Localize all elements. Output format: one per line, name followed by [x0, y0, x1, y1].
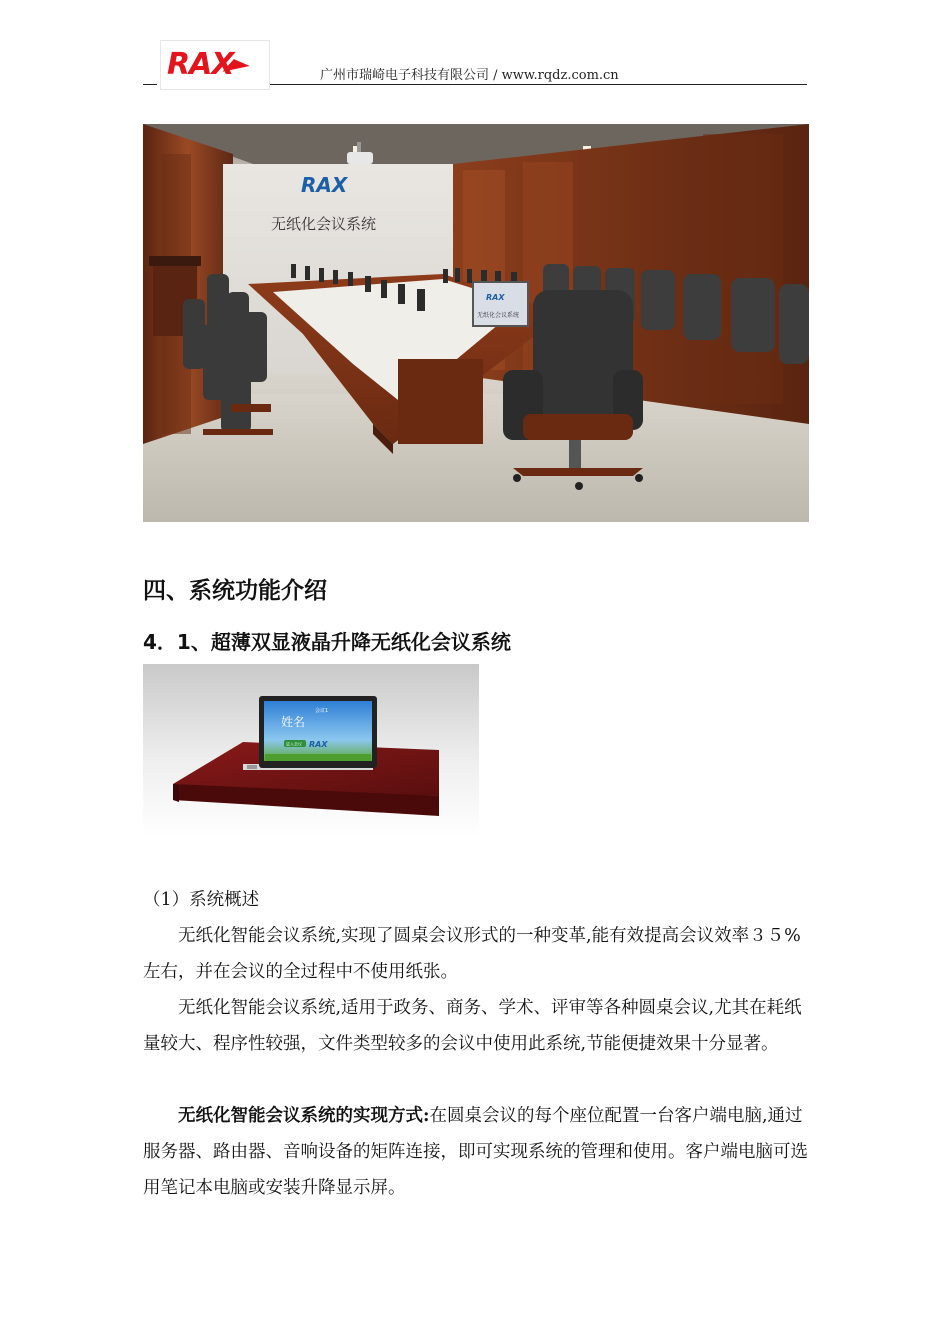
- screen-button-text: 进入会议: [286, 741, 302, 747]
- header-company-text: 广州市瑞崎电子科技有限公司 / www.rqdz.com.cn: [320, 68, 619, 83]
- section-title: 四、系统功能介绍: [143, 578, 327, 604]
- wall-logo: RAX: [301, 173, 348, 197]
- lift-monitor-photo: [143, 664, 479, 836]
- overview-label: （1）系统概述: [143, 890, 260, 910]
- company-logo: [160, 40, 270, 90]
- screen-logo: RAX: [486, 293, 505, 302]
- paragraph-3-lead: 无纸化智能会议系统的实现方式:: [178, 1106, 430, 1126]
- wall-caption: 无纸化会议系统: [271, 215, 377, 233]
- paragraph-2: 无纸化智能会议系统,适用于政务、商务、学术、评审等各种圆桌会议,尤其在耗纸量较大、程序性较强，文件类型较多的会议中使用此系统,节能便捷效果十分显著。: [143, 998, 802, 1054]
- header-rule-left: [143, 84, 157, 85]
- section-subtitle: 4．1、超薄双显液晶升降无纸化会议系统: [143, 630, 511, 654]
- logo-text: RAX: [167, 47, 234, 82]
- paragraph-3-rest: 在圆桌会议的每个座位配置一台客户端电脑,通过服务器、路由器、音响设备的矩阵连接，即可实现系统的管理和使用。客户端电脑可选用笔记本电脑或安装升降显示屏。: [143, 1106, 808, 1198]
- conference-room-photo: [143, 124, 809, 522]
- header-rule-right: [270, 84, 807, 85]
- paragraph-3: [143, 1098, 808, 1206]
- screen-caption: 无纸化会议系统: [477, 312, 520, 319]
- paragraph-1: 无纸化智能会议系统,实现了圆桌会议形式的一种变革,能有效提高会议效率３５%左右，并在会议的全过程中不使用纸张。: [143, 926, 801, 982]
- screen-name-text: 姓名: [281, 715, 306, 729]
- screen-logo-2: RAX: [309, 740, 328, 749]
- screen-top-text: 会议1: [315, 708, 329, 714]
